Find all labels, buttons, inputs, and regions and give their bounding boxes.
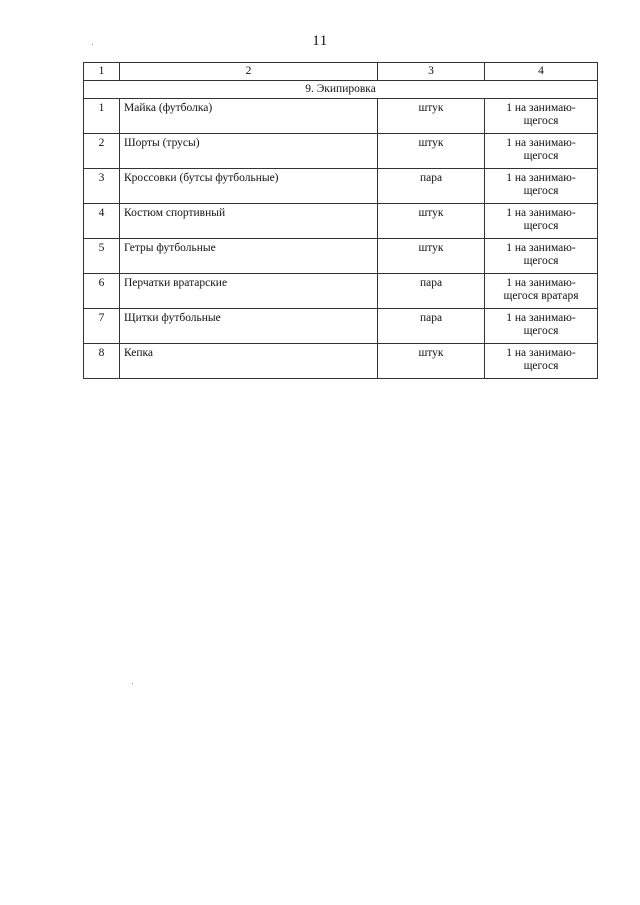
item-name: Шорты (трусы) <box>120 134 378 169</box>
table-row <box>84 204 598 239</box>
row-number: 3 <box>84 169 120 204</box>
item-unit: пара <box>378 169 485 204</box>
page-number: 11 <box>312 33 328 49</box>
item-quantity <box>485 309 598 344</box>
quantity-line: щегося <box>523 255 559 267</box>
row-number: 5 <box>84 239 120 274</box>
quantity-line: 1 на занимаю- <box>506 312 576 324</box>
table-row <box>84 239 598 274</box>
scan-speck <box>132 683 133 684</box>
quantity-line: щегося <box>523 115 559 127</box>
item-unit: штук <box>378 134 485 169</box>
row-number: 8 <box>84 344 120 379</box>
quantity-line: 1 на занимаю- <box>506 137 576 149</box>
quantity-line: 1 на занимаю- <box>506 172 576 184</box>
quantity-line: щегося вратаря <box>503 290 579 302</box>
item-quantity <box>485 239 598 274</box>
item-name: Кепка <box>120 344 378 379</box>
table-row <box>84 99 598 134</box>
header-cell: 3 <box>378 63 485 81</box>
row-number: 4 <box>84 204 120 239</box>
row-number: 7 <box>84 309 120 344</box>
quantity-line: 1 на занимаю- <box>506 207 576 219</box>
header-cell: 2 <box>120 63 378 81</box>
table-row <box>84 344 598 379</box>
quantity-line: щегося <box>523 220 559 232</box>
quantity-line: 1 на занимаю- <box>506 277 576 289</box>
row-number: 1 <box>84 99 120 134</box>
item-unit: штук <box>378 204 485 239</box>
section-title: 9. Экипировка <box>84 81 598 99</box>
item-quantity <box>485 204 598 239</box>
quantity-line: щегося <box>523 360 559 372</box>
quantity-line: 1 на занимаю- <box>506 347 576 359</box>
item-name: Щитки футбольные <box>120 309 378 344</box>
item-quantity <box>485 274 598 309</box>
row-number: 6 <box>84 274 120 309</box>
item-name: Перчатки вратарские <box>120 274 378 309</box>
item-name: Кроссовки (бутсы футбольные) <box>120 169 378 204</box>
header-cell: 1 <box>84 63 120 81</box>
quantity-line: 1 на занимаю- <box>506 102 576 114</box>
quantity-line: 1 на занимаю- <box>506 242 576 254</box>
row-number: 2 <box>84 134 120 169</box>
section-row <box>84 81 598 99</box>
item-quantity <box>485 344 598 379</box>
table-row <box>84 309 598 344</box>
table-row <box>84 169 598 204</box>
item-unit: штук <box>378 344 485 379</box>
table-header-row <box>84 63 598 81</box>
table-row <box>84 134 598 169</box>
item-name: Майка (футболка) <box>120 99 378 134</box>
quantity-line: щегося <box>523 185 559 197</box>
item-quantity <box>485 169 598 204</box>
quantity-line: щегося <box>523 150 559 162</box>
header-cell: 4 <box>485 63 598 81</box>
item-quantity <box>485 99 598 134</box>
table-row <box>84 274 598 309</box>
scan-speck <box>92 44 93 45</box>
item-quantity <box>485 134 598 169</box>
item-name: Костюм спортивный <box>120 204 378 239</box>
item-unit: пара <box>378 309 485 344</box>
item-unit: штук <box>378 99 485 134</box>
item-unit: штук <box>378 239 485 274</box>
item-name: Гетры футбольные <box>120 239 378 274</box>
equipment-table <box>83 62 598 379</box>
quantity-line: щегося <box>523 325 559 337</box>
item-unit: пара <box>378 274 485 309</box>
